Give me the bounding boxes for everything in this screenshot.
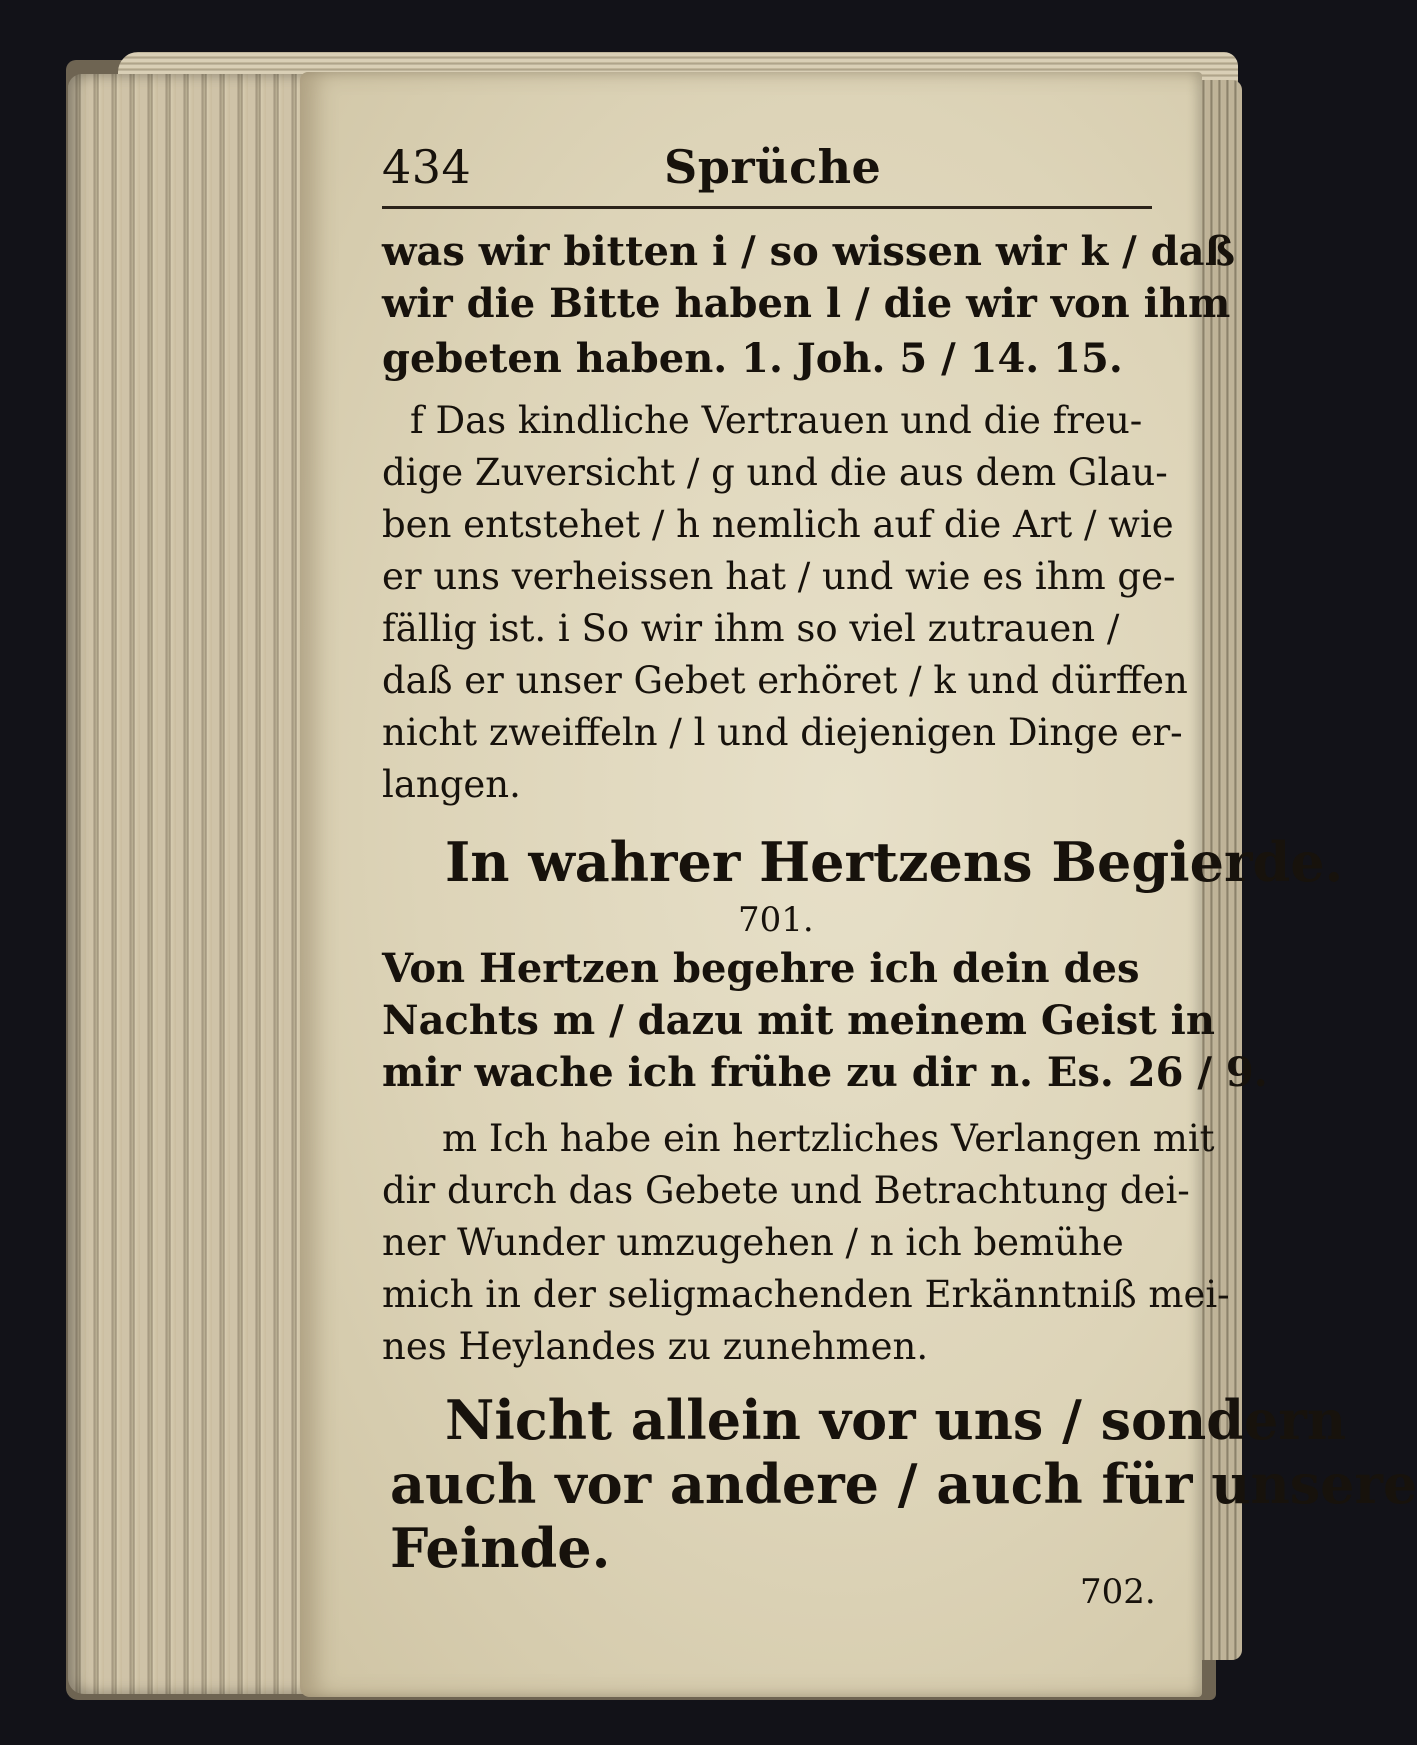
verse-line: Nachts m / dazu mit meinem Geist in — [382, 997, 1215, 1044]
section-heading-line: Feinde. — [390, 1516, 611, 1580]
catchword: 702. — [1080, 1572, 1156, 1612]
text-line: fällig ist. i So wir ihm so viel zutrauen / — [382, 607, 1120, 650]
commentary-line: nes Heylandes zu zunehmen. — [382, 1325, 929, 1368]
text-line: gebeten haben. 1. Joh. 5 / 14. 15. — [382, 335, 1123, 382]
text-line: wir die Bitte haben l / die wir von ihm — [382, 280, 1231, 327]
page-number: 434 — [382, 140, 472, 194]
section-heading-line: Nicht allein vor uns / sondern — [445, 1388, 1347, 1452]
verse-line: Von Hertzen begehre ich dein des — [382, 945, 1140, 992]
running-head-title: Sprüche — [664, 140, 882, 194]
text-line: f Das kindliche Vertrauen und die freu- — [410, 399, 1143, 442]
text-line: ben entstehet / h nemlich auf die Art / wie — [382, 503, 1174, 546]
text-line: langen. — [382, 763, 521, 806]
text-line: er uns verheissen hat / und wie es ihm ge- — [382, 555, 1176, 598]
section-heading-line: auch vor andere / auch für unsere — [390, 1452, 1417, 1516]
text-line: was wir bitten i / so wissen wir k / daß — [382, 228, 1235, 275]
text-line: dige Zuversicht / g und die aus dem Glau- — [382, 451, 1168, 494]
commentary-line: mich in der seligmachenden Erkänntniß mei- — [382, 1273, 1230, 1316]
verse-line: mir wache ich frühe zu dir n. Es. 26 / 9. — [382, 1049, 1268, 1096]
text-line: nicht zweiffeln / l und diejenigen Dinge er- — [382, 711, 1183, 754]
page-block-fore-edge — [68, 74, 318, 1694]
header-rule — [382, 206, 1152, 209]
commentary-line: dir durch das Gebete und Betrachtung dei- — [382, 1169, 1190, 1212]
commentary-line: ner Wunder umzugehen / n ich bemühe — [382, 1221, 1124, 1264]
text-line: daß er unser Gebet erhöret / k und dürffen — [382, 659, 1188, 702]
commentary-line: m Ich habe ein hertzliches Verlangen mit — [442, 1117, 1215, 1160]
entry-number: 701. — [738, 900, 814, 940]
section-heading: In wahrer Hertzens Begierde. — [445, 830, 1344, 894]
